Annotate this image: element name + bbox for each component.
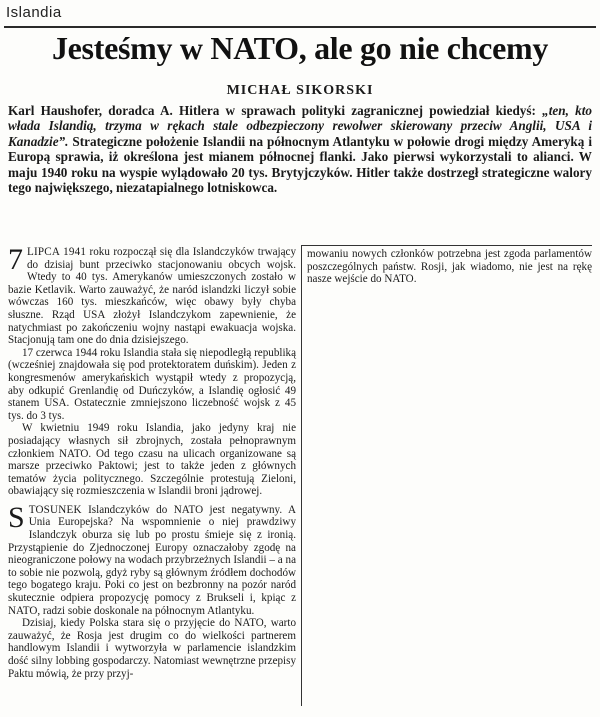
column-divider — [301, 246, 302, 706]
article-byline: MICHAŁ SIKORSKI — [226, 83, 374, 98]
paragraph-3: W kwietniu 1949 roku Islandia, jako jedyny kraj nie posiadający własnych sił zbrojnych, została pełnoprawnym członkiem NATO. Od tego czasu na ulicach organizowane są marsze przeciwko Paktowi; jest to także jeden z głównych tematów życia politycznego. Szczególnie protestują Zieloni, obawiający się rozmieszczenia w Islandii broni jądrowej. — [8, 422, 296, 498]
lead-quote: „ten, kto włada Islandią, trzyma w rękach stale odbezpieczony rewolwer skierowany przeciw Anglii, USA i Kanadzie”. — [8, 103, 592, 149]
paragraph-4-text: Islandczyków do NATO jest negatywny. A Unia Europejska? Na wspomnienie o niej prawdziwy Islandczyk oburza się lub po prostu śmieje się z ironią. Przystąpienie do Zjednoczonej Europy oznaczałoby zgodę na nieograniczone połowy na wodach przybrzeżnych Islandii – a na to sobie nie pozwolą, gdyż ryby są głównym źródłem dochodów tego bogatego kraju. Poki co jest on bezbronny na pozór naród skutecznie odpiera propozycję pomocy z Brukseli i, kpiąc z NATO, radzi sobie doskonale na północnym Atlantyku. — [8, 503, 296, 617]
paragraph-4 — [8, 500, 296, 617]
article-headline: Jesteśmy w NATO, ale go nie chcemy — [51, 30, 549, 66]
column-top-rule — [301, 245, 592, 246]
right-column — [307, 248, 592, 286]
paragraph-5: Dzisiaj, kiedy Polska stara się o przyjęcie do NATO, warto zauważyć, że Rosja jest drugim co do wielkości partnerem handlowym Islandii i wytworzyła w parlamencie islandzkim dość silny lobbing gospodarczy. Natomiast wewnętrzne przepisy Paktu mówią, że przy przyj- — [8, 617, 296, 680]
dropcap-s: S — [8, 500, 25, 534]
dropcap-7: 7 — [8, 243, 23, 276]
left-column — [8, 243, 296, 680]
paragraph-4-lead: TOSUNEK — [28, 503, 82, 516]
paragraph-1 — [8, 243, 296, 347]
section-rule — [4, 26, 596, 28]
paragraph-1-lead: LIPCA 1941 — [27, 246, 87, 258]
section-label: Islandia — [6, 4, 62, 21]
lead-part1: Karl Haushofer, doradca A. Hitlera w sprawach polityki zagranicznej powiedział kiedyś: — [8, 103, 543, 118]
lead-part2: Strategiczne położenie Islandii na północnym Atlantyku w połowie drogi między Ameryką i Europą sprawia, iż określona jest mianem północnej flanki. Jako pierwsi wykorzystali to alianci. W maju 1940 roku na wyspie wylądowało 20 tys. Brytyjczyków. Hitler także dostrzegł strategiczne walory tego największego, niezatapialnego lotniskowca. — [8, 133, 592, 196]
paragraph-6: mowaniu nowych członków potrzebna jest zgoda parlamentów poszczególnych państw. Rosji, jak wiadomo, nie jest na rękę nasze wejście do NATO. — [307, 248, 592, 286]
article-lead — [8, 103, 592, 195]
paragraph-1-text: roku rozpoczął się dla Islandczyków trwający do dzisiaj bunt przeciwko stacjonowaniu obcych wojsk. Wtedy to 40 tys. Amerykanów umieszczonych zostało w bazie Ketlavik. Warto zauważyć, że naród islandzki liczył sobie wówczas 160 tys. mieszkańców, więc obawy były chyba słuszne. Rząd USA złożył Islandczykom zapewnienie, że natychmiast po zakończeniu wojny nastąpi ewakuacja wojska. Stacjonują tam one do dnia dzisiejszego. — [8, 246, 296, 347]
paragraph-2: 17 czerwca 1944 roku Islandia stała się niepodległą republiką (wcześniej znajdowała się pod protektoratem duńskim). Jeden z kongresmenów amerykańskich wystąpił wtedy z propozycją, aby odkupić Grenlandię od Duńczyków, a Islandię ogłosić 49 stanem USA. Ostatecznie zmniejszono liczebność wojsk z 45 tys. do 3 tys. — [8, 346, 296, 422]
